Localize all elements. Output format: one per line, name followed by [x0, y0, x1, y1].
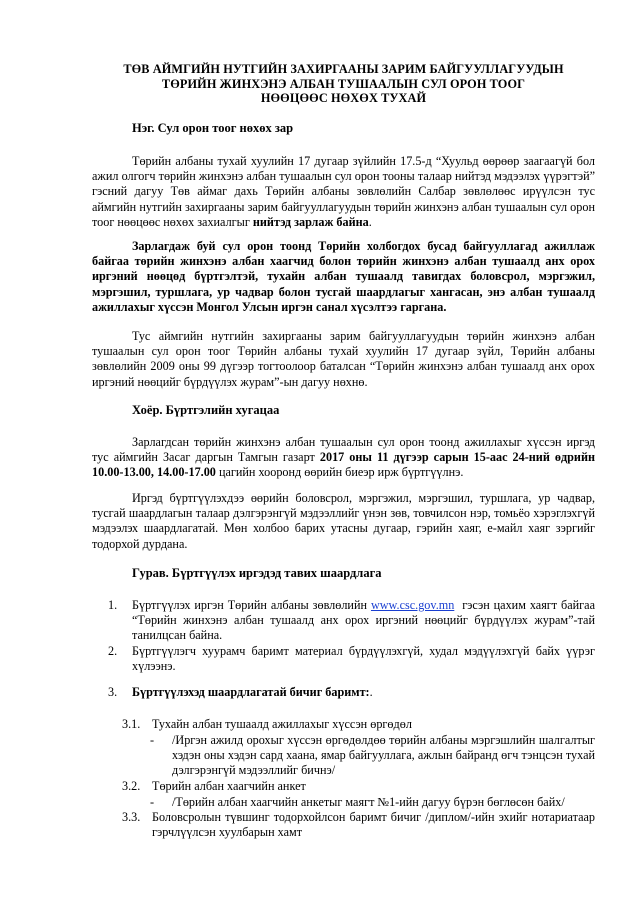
- section-2-paragraph-1-bold: 2017 оны 11 дүгээр сарын 15-аас 24-ний өдрийн 10.00-13.00, 14.00-17.00: [92, 450, 595, 480]
- section-2-paragraph-1-text: Зарлагдсан төрийн жинхэнэ албан тушаалын сул орон тоонд ажиллахыг хүссэн иргэд тус аймгийн Засаг даргын Тамгын газарт: [92, 435, 595, 465]
- list-item-2-text: Бүртгүүлэгч хуурамч баримт материал бүрдүүлэхгүй, худал мэдүүлэхгүй байх үүрэг хүлээнэ.: [132, 644, 595, 674]
- csc-website-link[interactable]: www.csc.gov.mn: [370, 598, 455, 612]
- list-item-3-end: .: [369, 685, 373, 699]
- title-line-1: ТӨВ АЙМГИЙН НУТГИЙН ЗАХИРГААНЫ ЗАРИМ БАЙГУУЛЛАГУУДЫН: [123, 62, 564, 76]
- subitem-3-2-note-text: /Төрийн албан хаагчийн анкетыг маягт №1-ийн дагуу бүрэн бөглөсөн байх/: [172, 795, 565, 809]
- list-item-2-number: 2.: [108, 644, 118, 658]
- subitem-3-2-number: 3.2.: [122, 779, 141, 793]
- dash-bullet: -: [150, 733, 155, 747]
- subitem-3-3-text: Боловсролын түвшинг тодорхойлсон баримт бичиг /диплом/-ийн эхийг нотариатаар гэрчлүүлсэн хуулбарын хамт: [152, 810, 595, 840]
- list-item-1-text-after: гэсэн цахим хаягт байгаа “Төрийн жинхэнэ албан тушаалд анх орох иргэний нөөцийг бүрдүүлэх журам”-тай танилцсан байна.: [132, 598, 599, 643]
- section-1-paragraph-2: Зарлагдаж буй сул орон тоонд Төрийн холбогдох бусад байгууллагад ажиллаж байгаа төрийн жинхэнэ албан хаагчид болон төрийн жинхэнэ албан тушаалд анх орох иргэний нөөцөд бүртгэлтэй, тухайн албан тушаалд тавигдах боловсрол, мэргэжил, мэргэшил, туршлага, ур чадвар болон тусгай шаардлагыг хангасан, энэ албан тушаалд ажиллахыг хүссэн Монгол Улсын иргэн санал хүсэлтээ гаргана.: [92, 239, 595, 314]
- dash-bullet: -: [150, 795, 155, 809]
- document-title: [92, 62, 595, 106]
- list-item-1-text-before: Бүртгүүлэх иргэн Төрийн албаны зөвлөлийн: [132, 598, 371, 612]
- title-line-2: ТӨРИЙН ЖИНХЭНЭ АЛБАН ТУШААЛЫН СУЛ ОРОН ТООГ: [161, 76, 526, 91]
- title-line-3: НӨӨЦӨӨС НӨХӨХ ТУХАЙ: [260, 91, 427, 105]
- list-item-3-number: 3.: [108, 685, 118, 699]
- subitem-3-2-text: Төрийн албан хаагчийн анкет: [152, 779, 306, 793]
- list-item-3-text: [132, 685, 595, 700]
- section-3-heading: Гурав. Бүртгүүлэх иргэдэд тавих шаардлага: [132, 566, 382, 580]
- section-2-paragraph-2: Иргэд бүртгүүлэхдээ өөрийн боловсрол, мэргэжил, мэргэшил, туршлага, ур чадвар, тусгай шаардлагын талаар дэлгэрэнгүй мэдээллийг үнэн зөв, товчилсон нэр, томьёо хэрэглэхгүй мэдээлэх шаардлагатай. Мөн холбоо барих утасны дугаар, гэрийн хаяг, е-майл хаяг зэргийг тодорхой дурдана.: [92, 491, 595, 551]
- section-2-paragraph-1: [92, 435, 595, 481]
- list-item-1-number: 1.: [108, 598, 118, 612]
- section-2-heading: Хоёр. Бүртгэлийн хугацаа: [132, 403, 280, 417]
- list-item-3-label: Бүртгүүлэхэд шаардлагатай бичиг баримт:: [132, 685, 370, 699]
- section-1-paragraph-1-end: .: [368, 214, 372, 229]
- section-1-paragraph-1-text: Төрийн албаны тухай хуулийн 17 дугаар зүйлийн 17.5-д “Хуульд өөрөөр заагаагүй бол ажил олгогч төрийн жинхэнэ албан тушаалын сул орон тооны талаар нийтэд мэдээлэх үүрэгтэй” гэсний дагуу Төв аймаг дахь Төрийн албаны зөвлөлийн Салбар зөвлөлөөс ирүүлсэн тус аймгийн нутгийн захиргааны зарим байгууллагуудын төрийн жинхэнэ албан тушаалын сул орон тоог нөөцөөс нөхөх захиалгыг: [92, 154, 595, 229]
- section-1-heading: Нэг. Сул орон тоог нөхөх зар: [132, 121, 294, 135]
- section-1-paragraph-1-bold: нийтэд зарлаж байна: [252, 214, 369, 229]
- section-1-paragraph-1: [92, 154, 595, 230]
- subitem-3-1-number: 3.1.: [122, 717, 141, 731]
- list-item-1-text: [132, 598, 599, 644]
- subitem-3-1-text: Тухайн албан тушаалд ажиллахыг хүссэн өргөдөл: [152, 717, 412, 731]
- subitem-3-1-note-text: /Иргэн ажилд орохыг хүссэн өргөдөлдөө төрийн албаны мэргэшлийн шалгалтыг хэдэн оны хэдэн сард хаана, ямар байгууллага, ажлын байранд өгч тэнцсэн тухай дэлгэрэнгүй мэдээллийг бичнэ/: [172, 733, 595, 778]
- section-2-paragraph-1-end: цагийн хооронд өөрийн биеэр ирж бүртгүүлнэ.: [215, 465, 464, 480]
- section-1-paragraph-3: Тус аймгийн нутгийн захиргааны зарим байгууллагуудын төрийн жинхэнэ албан тушаалын сул орон тоог Төрийн албаны тухай хуулийн 17 дугаар зүйл, Төрийн албаны зөвлөлийн 2009 оны 99 дүгээр тогтоолоор баталсан “Төрийн жинхэнэ албан тушаалд анх орох иргэний нөөцийг бүрдүүлэх журам”-ын дагуу нөхнө.: [92, 329, 595, 389]
- subitem-3-3-number: 3.3.: [122, 810, 141, 824]
